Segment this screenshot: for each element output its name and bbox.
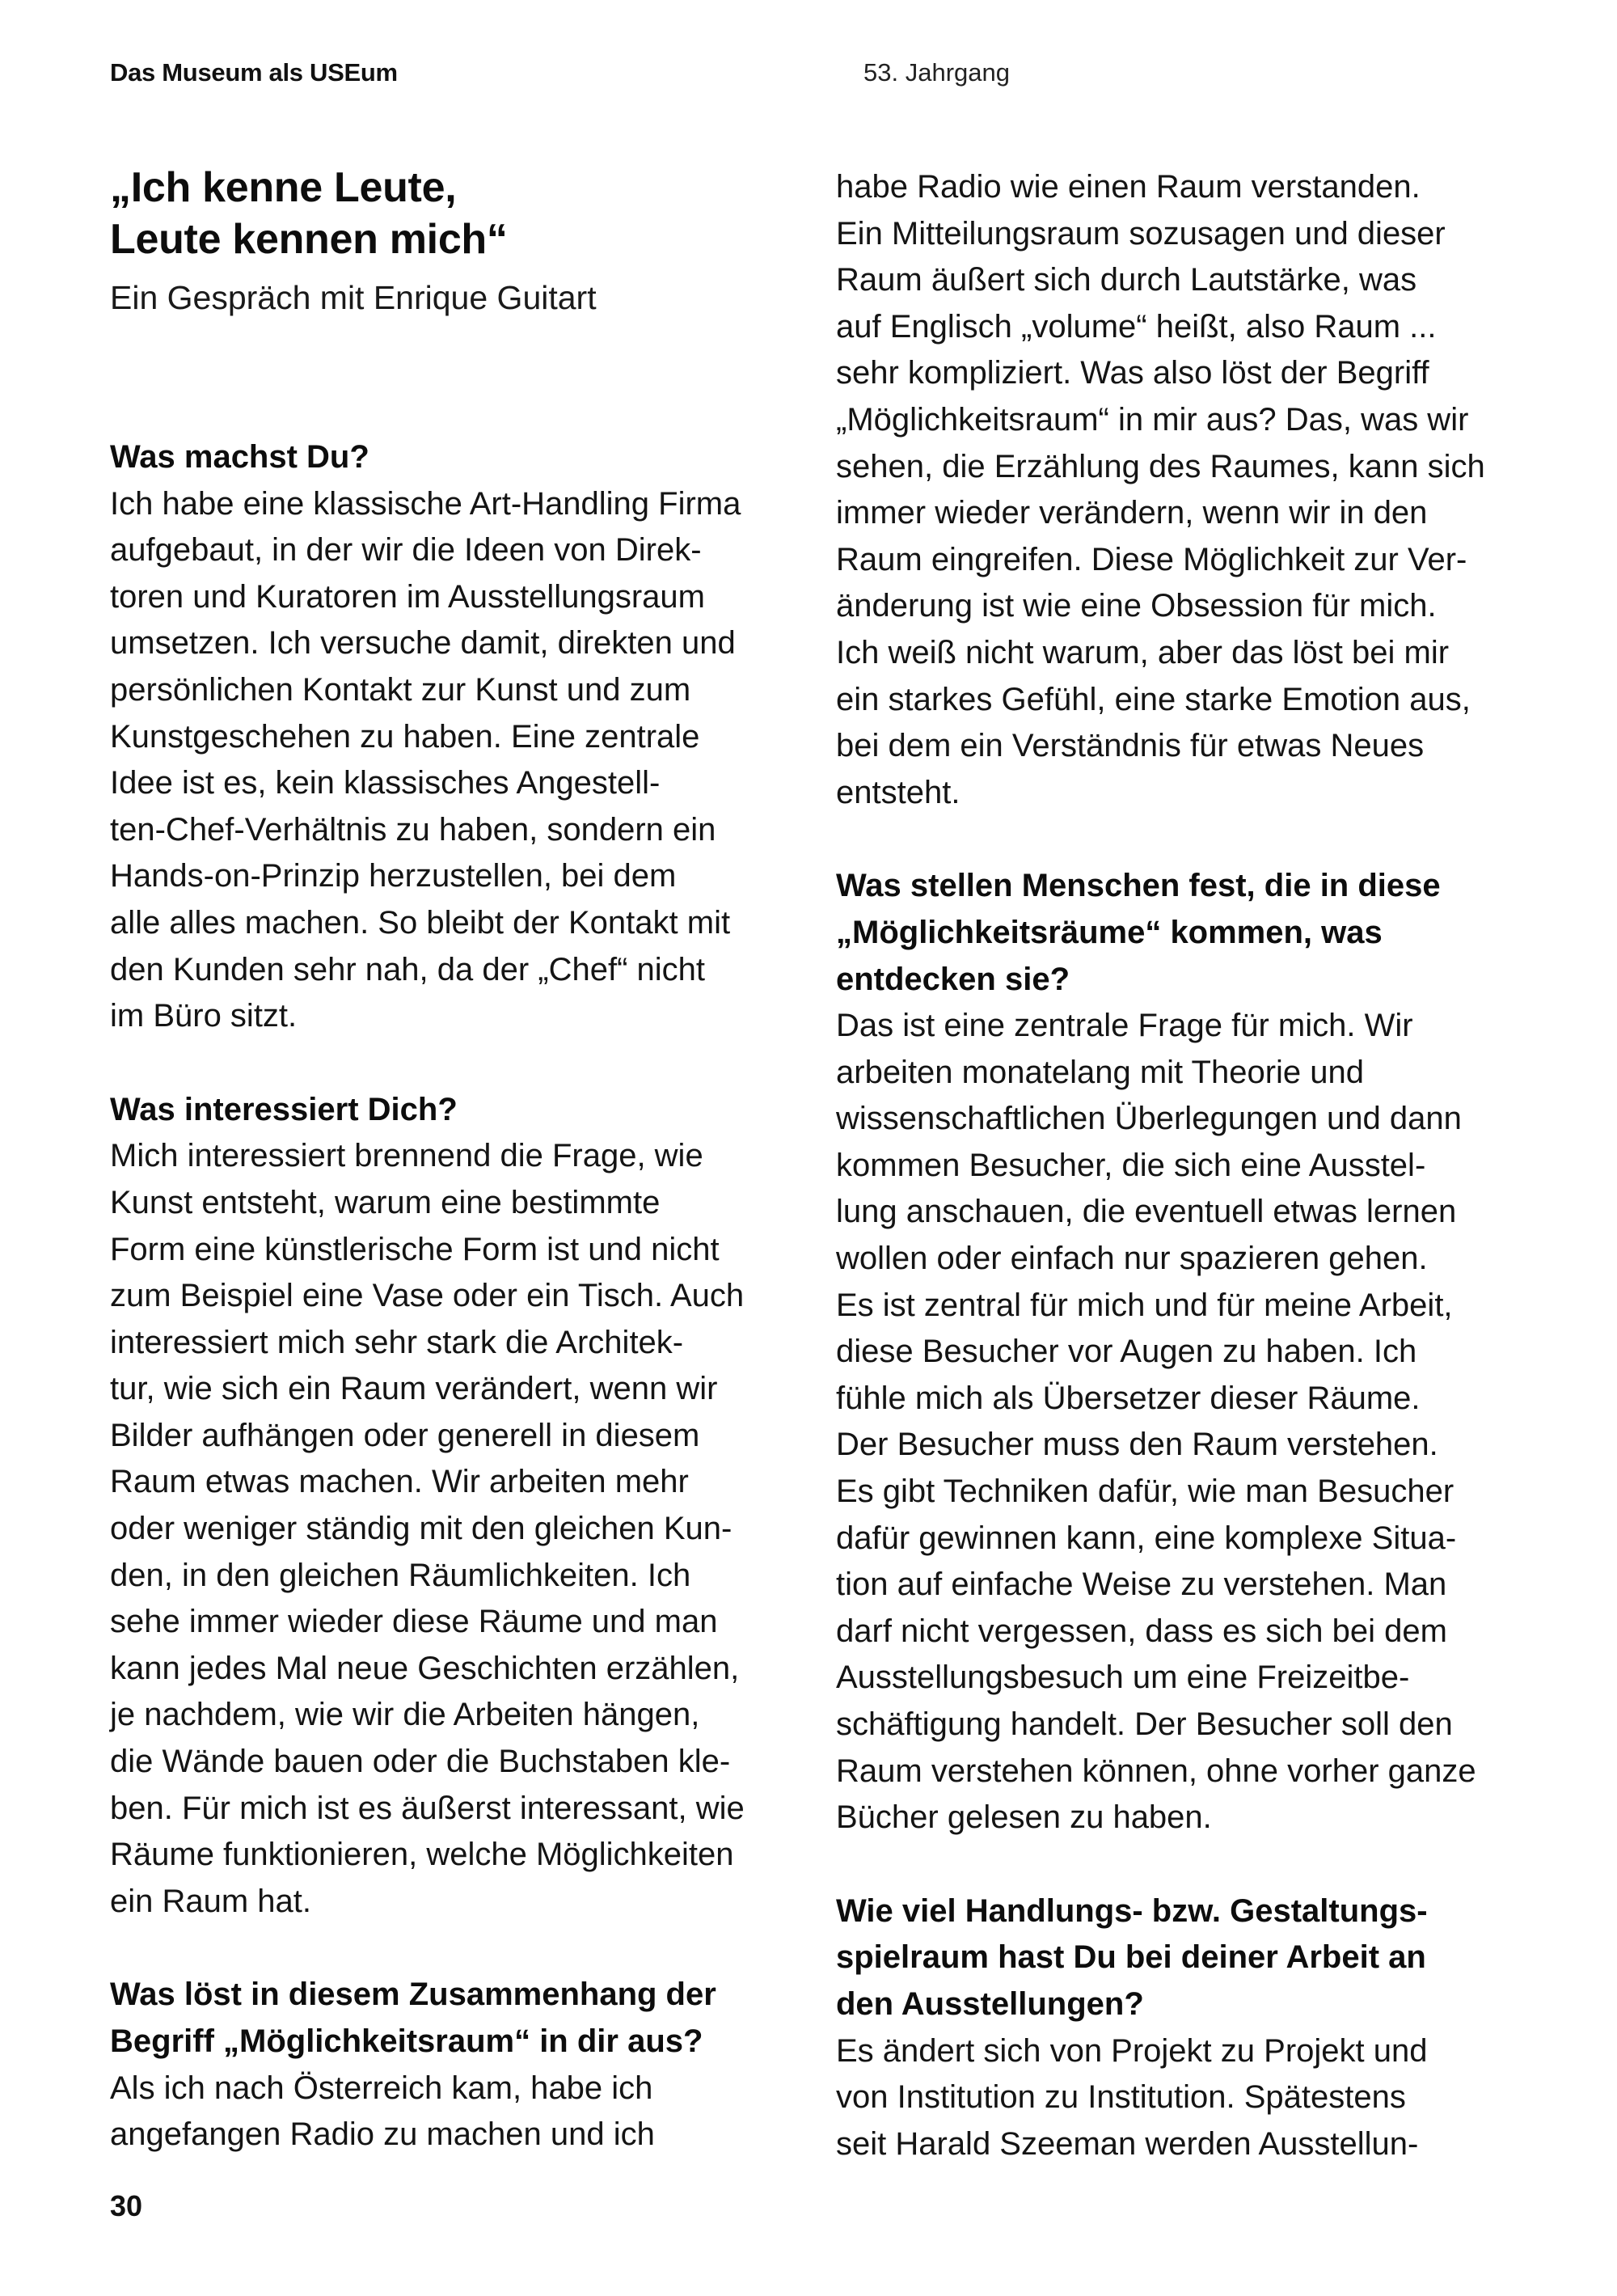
answer-line: Raum etwas machen. Wir arbeiten mehr — [110, 1464, 689, 1500]
interview-answer — [836, 1003, 1531, 1841]
title-line: Leute kennen mich“ — [110, 216, 508, 263]
answer-line: sehr kompliziert. Was also löst der Begriff — [836, 355, 1429, 391]
answer-line: je nachdem, wie wir die Arbeiten hängen, — [110, 1697, 700, 1733]
answer-line: Der Besucher muss den Raum verstehen. — [836, 1427, 1438, 1463]
answer-line: Ein Mitteilungsraum sozusagen und dieser — [836, 215, 1446, 252]
answer-line: Idee ist es, kein klassisches Angestell- — [110, 765, 661, 801]
answer-line: Es ist zentral für mich und für meine Arbeit, — [836, 1287, 1453, 1323]
right-qa-blocks — [836, 816, 1531, 2167]
title-line: „Ich kenne Leute, — [110, 164, 457, 211]
question-line: den Ausstellungen? — [836, 1985, 1144, 2022]
question-line: Wie viel Handlungs- bzw. Gestaltungs- — [836, 1892, 1428, 1929]
interview-answer — [110, 2066, 805, 2159]
answer-line: im Büro sitzt. — [110, 998, 298, 1034]
answer-line: diese Besucher vor Augen zu haben. Ich — [836, 1334, 1417, 1370]
answer-line: kommen Besucher, die sich eine Ausstel- — [836, 1147, 1426, 1183]
answer-line: den, in den gleichen Räumlichkeiten. Ich — [110, 1557, 691, 1593]
answer-line: Als ich nach Österreich kam, habe ich — [110, 2070, 653, 2106]
answer-line: „Möglichkeitsraum“ in mir aus? Das, was wir — [836, 401, 1469, 438]
interview-answer — [110, 481, 805, 1040]
answer-line: tion auf einfache Weise zu verstehen. Man — [836, 1567, 1447, 1603]
answer-line: kann jedes Mal neue Geschichten erzählen, — [110, 1650, 740, 1686]
running-head-volume: 53. Jahrgang — [863, 58, 1010, 87]
answer-line: arbeiten monatelang mit Theorie und — [836, 1054, 1365, 1090]
answer-line: schäftigung handelt. Der Besucher soll den — [836, 1706, 1453, 1742]
interview-qa-block — [110, 434, 805, 1040]
answer-line: alle alles machen. So bleibt der Kontakt mit — [110, 904, 731, 941]
answer-line: darf nicht vergessen, dass es sich bei dem — [836, 1613, 1447, 1649]
question-line: Was stellen Menschen fest, die in diese — [836, 868, 1441, 904]
left-column — [110, 162, 805, 2159]
answer-line: Bücher gelesen zu haben. — [836, 1799, 1212, 1836]
interview-answer — [110, 1133, 805, 1925]
answer-line: interessiert mich sehr stark die Architek- — [110, 1324, 684, 1360]
answer-continuation — [836, 164, 1531, 816]
answer-line: Es ändert sich von Projekt zu Projekt und — [836, 2032, 1428, 2069]
interview-qa-block — [110, 1087, 805, 1926]
answer-line: Raum verstehen können, ohne vorher ganze — [836, 1753, 1476, 1789]
answer-line: Ich weiß nicht warum, aber das löst bei mir — [836, 634, 1450, 670]
answer-line: ten-Chef-Verhältnis zu haben, sondern ein — [110, 811, 716, 848]
answer-line: umsetzen. Ich versuche damit, direkten und — [110, 625, 736, 662]
answer-line: Form eine künstlerische Form ist und nicht — [110, 1231, 720, 1267]
answer-line: fühle mich als Übersetzer dieser Räume. — [836, 1380, 1421, 1416]
answer-line: bei dem ein Verständnis für etwas Neues — [836, 728, 1425, 764]
answer-line: Bilder aufhängen oder generell in diesem — [110, 1417, 700, 1453]
question-line: „Möglichkeitsräume“ kommen, was — [836, 914, 1383, 950]
answer-line: tur, wie sich ein Raum verändert, wenn wir — [110, 1371, 718, 1407]
answer-line: entsteht. — [836, 774, 960, 810]
interview-qa-block — [836, 863, 1531, 1841]
interview-qa-block — [836, 1888, 1531, 2168]
interview-question — [110, 434, 805, 481]
answer-line: immer wieder verändern, wenn wir in den — [836, 495, 1428, 531]
interview-question — [836, 863, 1531, 1003]
answer-line: ein starkes Gefühl, eine starke Emotion aus, — [836, 681, 1471, 717]
question-line: Was machst Du? — [110, 439, 369, 475]
interview-question — [836, 1888, 1531, 2028]
answer-line: wollen oder einfach nur spazieren gehen. — [836, 1241, 1428, 1277]
answer-line: auf Englisch „volume“ heißt, also Raum ... — [836, 308, 1437, 345]
answer-line: sehe immer wieder diese Räume und man — [110, 1604, 718, 1640]
answer-line: Das ist eine zentrale Frage für mich. Wir — [836, 1008, 1413, 1044]
answer-line: dafür gewinnen kann, eine komplexe Situa- — [836, 1520, 1457, 1556]
answer-line: persönlichen Kontakt zur Kunst und zum — [110, 671, 691, 708]
interview-answer — [836, 2028, 1531, 2168]
answer-line: oder weniger ständig mit den gleichen Kun- — [110, 1511, 733, 1547]
answer-line: lung anschauen, die eventuell etwas lernen — [836, 1194, 1457, 1230]
question-line: Was löst in diesem Zusammenhang der — [110, 1977, 716, 2013]
page-number: 30 — [110, 2189, 143, 2222]
answer-line: zum Beispiel eine Vase oder ein Tisch. Auch — [110, 1278, 745, 1314]
answer-line: sehen, die Erzählung des Raumes, kann sich — [836, 448, 1485, 484]
answer-line: Kunstgeschehen zu haben. Eine zentrale — [110, 718, 700, 755]
right-column — [836, 164, 1531, 2167]
answer-line: Es gibt Techniken dafür, wie man Besucher — [836, 1474, 1454, 1510]
answer-line: änderung ist wie eine Obsession für mich. — [836, 588, 1437, 624]
answer-line: Ausstellungsbesuch um eine Freizeitbe- — [836, 1660, 1410, 1696]
answer-line: Mich interessiert brennend die Frage, wie — [110, 1138, 703, 1174]
answer-line: ein Raum hat. — [110, 1883, 312, 1919]
question-line: spielraum hast Du bei deiner Arbeit an — [836, 1939, 1426, 1976]
answer-line: Hands-on-Prinzip herzustellen, bei dem — [110, 858, 677, 894]
answer-line: aufgebaut, in der wir die Ideen von Direk- — [110, 532, 702, 569]
answer-line: wissenschaftlichen Überlegungen und dann — [836, 1101, 1462, 1137]
article-subtitle: Ein Gespräch mit Enrique Guitart — [110, 279, 597, 316]
answer-line: die Wände bauen oder die Buchstaben kle- — [110, 1744, 731, 1780]
answer-line: ben. Für mich ist es äußerst interessant, wie — [110, 1790, 745, 1826]
answer-line: habe Radio wie einen Raum verstanden. — [836, 169, 1421, 205]
answer-line: Raum äußert sich durch Lautstärke, was — [836, 262, 1417, 298]
interview-qa-block — [110, 1972, 805, 2158]
running-head-publication: Das Museum als USEum — [110, 58, 398, 87]
question-line: Begriff „Möglichkeitsraum“ in dir aus? — [110, 2023, 703, 2059]
interview-question — [110, 1972, 805, 2065]
answer-line: Kunst entsteht, warum eine bestimmte — [110, 1184, 661, 1220]
answer-line: den Kunden sehr nah, da der „Chef“ nicht — [110, 951, 706, 987]
article-title — [110, 162, 805, 265]
answer-line: von Institution zu Institution. Spätestens — [836, 2079, 1406, 2116]
answer-line: Ich habe eine klassische Art-Handling Firma — [110, 485, 741, 522]
left-qa-blocks — [110, 434, 805, 2159]
answer-line: Räume funktionieren, welche Möglichkeiten — [110, 1837, 734, 1873]
question-line: Was interessiert Dich? — [110, 1091, 458, 1127]
answer-line: angefangen Radio zu machen und ich — [110, 2116, 655, 2153]
answer-line: toren und Kuratoren im Ausstellungsraum — [110, 578, 705, 615]
answer-line: Raum eingreifen. Diese Möglichkeit zur Ver- — [836, 541, 1467, 577]
answer-line: seit Harald Szeeman werden Ausstellun- — [836, 2125, 1419, 2162]
interview-question — [110, 1087, 805, 1134]
question-line: entdecken sie? — [836, 961, 1070, 997]
